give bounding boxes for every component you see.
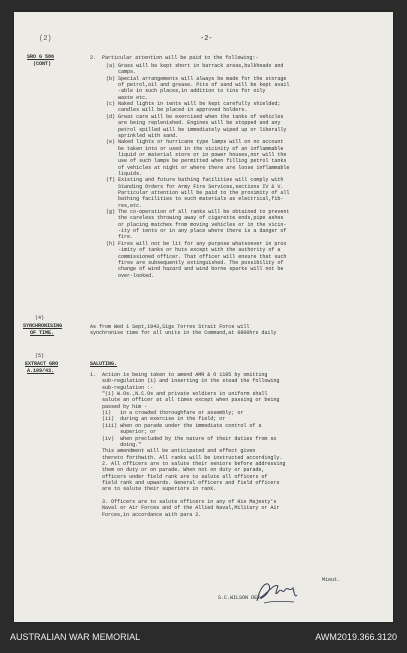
text-line: use of such lamps be permitted when filling petrol tanks (106, 158, 287, 165)
text-line: superior; or (90, 429, 157, 436)
text-line: them on duty or on parade. When not on duty or parade, (90, 467, 265, 474)
text-line: be taken into or used in the vicinity of an inflammable (106, 145, 284, 152)
text-line: -ity of tents or in any place where there is a danger of (106, 228, 287, 235)
document-sheet (14, 12, 393, 622)
section-4-number: (4) (35, 315, 45, 321)
text-line: candles will be placed in approved holders. (106, 107, 248, 114)
text-line: Naval or Air Forces and of the Allied Naval,Military or Air (90, 505, 280, 512)
text-line: passed by him - (90, 403, 148, 410)
text-line: over-looked. (106, 272, 155, 279)
saluting-heading: SALUTING. (90, 361, 118, 367)
text-line: res,etc. (106, 202, 143, 209)
text-line: petrol spilled will be immediately wiped up or liberally (106, 126, 287, 133)
text-line: commissioned officer. That officer will ensure that such (106, 253, 287, 260)
text-line: 2. All officers are to salute their seniors before addressing (90, 460, 286, 467)
text-line: fires are subsequently extinguished. The possibility of (106, 259, 284, 266)
text-line: field rank and upwards. General officers and field officers (90, 479, 280, 486)
text-line: As from Wed 1 Sept,1943,Sigs Torres Strait Force will (90, 324, 250, 330)
text-line: the careless throwing away of cigarette ends,pipe ashes (106, 215, 284, 222)
text-line: (f) Existing and future bathing facilities will comply with (106, 177, 284, 184)
text-line: 3. Officers are to salute officers in any of His Majesty's (90, 499, 277, 505)
text-line: "(1) W.Os.,N.C.Os and private soldiers in uniform shall (90, 391, 268, 398)
handwritten-signature (254, 577, 300, 607)
text-line: officers under field rank are to salute all officers of (90, 473, 268, 480)
text-line: sub-regulation :- (90, 384, 154, 391)
text-line: are being replenished. Engines will be stopped and any (106, 120, 281, 127)
page-number: -2- (200, 35, 213, 43)
text-line: bathing facilities to such materials as electrical,fib- (106, 196, 284, 203)
text-line: (g) The co-operation of all ranks will be obtained to prevent (106, 209, 290, 216)
text-line: are to salute their superiors in rank. (90, 486, 217, 493)
text-line: (iv) when precluded by the nature of their duties from so (90, 435, 277, 442)
text-line: doing." (90, 441, 142, 448)
text-line: synchronise time for all units in the Command,at 0800hrs daily (90, 330, 277, 337)
text-line: camps. (106, 69, 137, 76)
section-4-title-b: OF TIME. (30, 330, 55, 336)
text-line: -able in such places,in addition to tins for oily (106, 88, 266, 95)
archive-footer (0, 624, 407, 653)
archive-reference: AWM2019.366.3120 (315, 632, 397, 642)
text-line: (iii) when on parade under the immediate control of a (90, 422, 262, 429)
section-5-title: EXTRACT GRO (25, 361, 59, 367)
text-line: fire. (106, 234, 134, 241)
text-line: (d) Great care will be exercised when the tanks of vehicles (106, 113, 284, 120)
text-line: or placing matches from moving vehicles or in the vicin- (106, 221, 287, 228)
text-line: (c) Naked lights in tents will be kept carefully shielded; (106, 101, 281, 108)
text-line: (a) Grass will be kept short in barrack areas,bulkheads and (106, 63, 284, 69)
text-line: This amendment will be anticipated and effect given (90, 448, 256, 455)
ref-cont: (CONT) (33, 61, 52, 67)
text-line: (h) Fires will not be lit for any purpose whatsoever in prox (106, 240, 287, 247)
text-line: waste etc. (106, 94, 149, 101)
text-line: sub-regulation (1) and inserting in the stead the following (90, 378, 280, 385)
text-line: 1. Action is being taken to amend AMR & O 1105 by omitting (90, 372, 268, 378)
text-line: of vehicles at night or where there are loose inflammable (106, 164, 290, 171)
text-line: liquid or material store or in power houses,nor will the (106, 151, 287, 158)
signoff-rank: Mieut. (322, 577, 341, 583)
text-line: (i) in a crowded thoroughfare or assembly; or (90, 410, 244, 417)
text-line: (e) Naked lights or hurricane type lamps will on no account (106, 139, 284, 146)
page-stamp: (2) (39, 35, 52, 43)
text-line: Standing Orders for Army Fire Services,sections IV & V. (106, 183, 284, 190)
ref-sro: SRO G 586 (27, 54, 55, 60)
text-line: (ii) during an exercise in the field; or (90, 416, 226, 423)
text-line: Particular attention will be paid to the proximity of all (106, 190, 290, 196)
text-line: salute an officer at all times except when passing or being (90, 397, 280, 404)
archive-name: AUSTRALIAN WAR MEMORIAL (10, 632, 141, 642)
text-line: of petrol,oil and grease. Pits of sand will be kept avail (106, 82, 290, 89)
text-line: thereto forthwith. All ranks will be instructed accordingly. (90, 454, 283, 461)
signer-name: S.C.WILSON DEY. (218, 595, 264, 601)
section-5-ref: A.109/43. (27, 368, 55, 374)
text-line: Forces,in accordance with para 2. (90, 511, 202, 518)
text-line: (b) Special arrangements will always be made for the storage (106, 75, 287, 82)
text-line: -imity of tanks or huts except with the authority of a (106, 247, 281, 254)
section-4-title-a: SYNCHRONISING (23, 323, 63, 329)
section-5-number: (5) (35, 353, 45, 359)
text-line: sprinkled with sand. (106, 132, 179, 139)
text-line: change of wind hazard and wind borne sparks will not be (106, 266, 284, 273)
text-line: liquids. (106, 170, 143, 177)
paragraph-2-intro: 2. Particular attention will be paid to the following:- (90, 55, 259, 61)
